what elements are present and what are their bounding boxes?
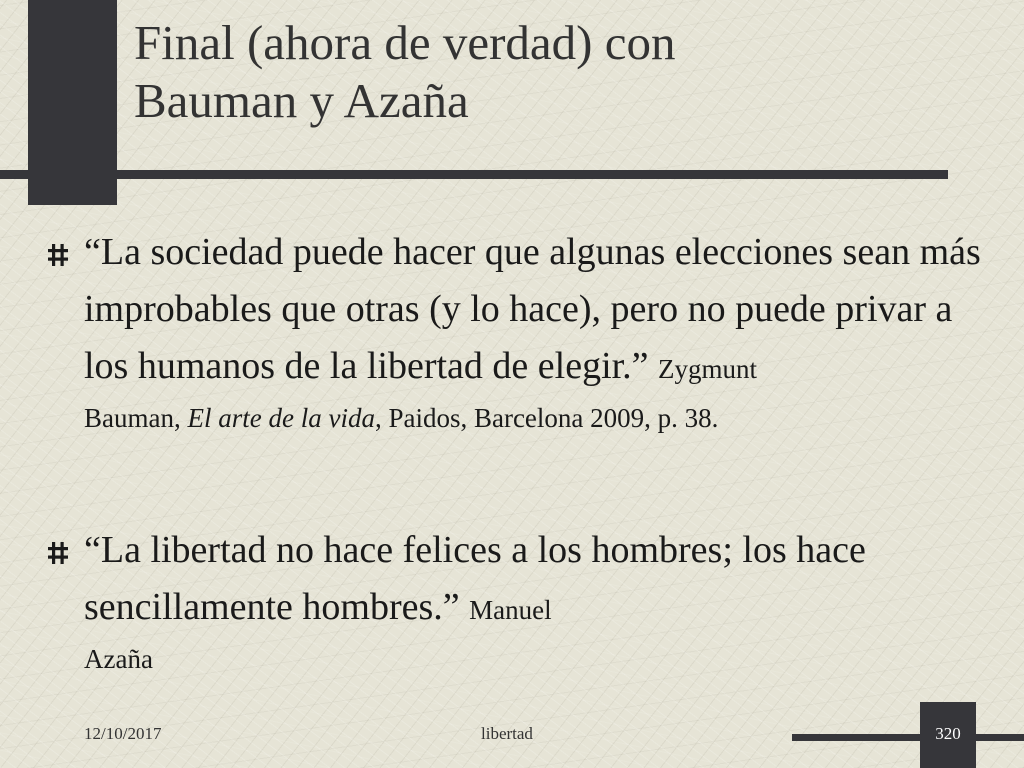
footer-topic: libertad: [481, 724, 533, 743]
bullet-item-bauman: [84, 224, 984, 438]
bullet-item-azana: [84, 522, 984, 679]
decorative-bar-bottom: [792, 734, 1024, 741]
quote-author: Zygmunt: [658, 354, 758, 384]
slide-title-line-1: Final (ahora de verdad) con: [134, 15, 676, 70]
quote-text: “La sociedad puede hacer que algunas elecciones sean más improbables que otras (y lo hace), pero no puede privar a los humanos de la libertad de elegir.”: [84, 231, 981, 387]
quote-text: “La libertad no hace felices a los hombres; los hace sencillamente hombres.”: [84, 529, 866, 628]
citation-details: , Paidos, Barcelona 2009, p. 38.: [374, 403, 719, 433]
quote-author-line-2: Azaña: [84, 644, 153, 674]
hash-bullet-icon: [48, 244, 68, 266]
slide-number: 320: [935, 724, 961, 743]
slide-title-line-2: Bauman y Azaña: [134, 73, 469, 128]
quote-author: Manuel: [469, 595, 552, 625]
citation-author: Bauman,: [84, 403, 188, 433]
footer-date: 12/10/2017: [84, 724, 162, 743]
decorative-bar-top: [0, 170, 948, 179]
quote-citation: [84, 398, 984, 438]
bullet-text: [84, 522, 984, 639]
bullet-text: [84, 224, 984, 398]
citation-work-title: El arte de la vida: [187, 403, 375, 433]
hash-bullet-icon: [48, 542, 68, 564]
slide-title: [134, 14, 994, 130]
